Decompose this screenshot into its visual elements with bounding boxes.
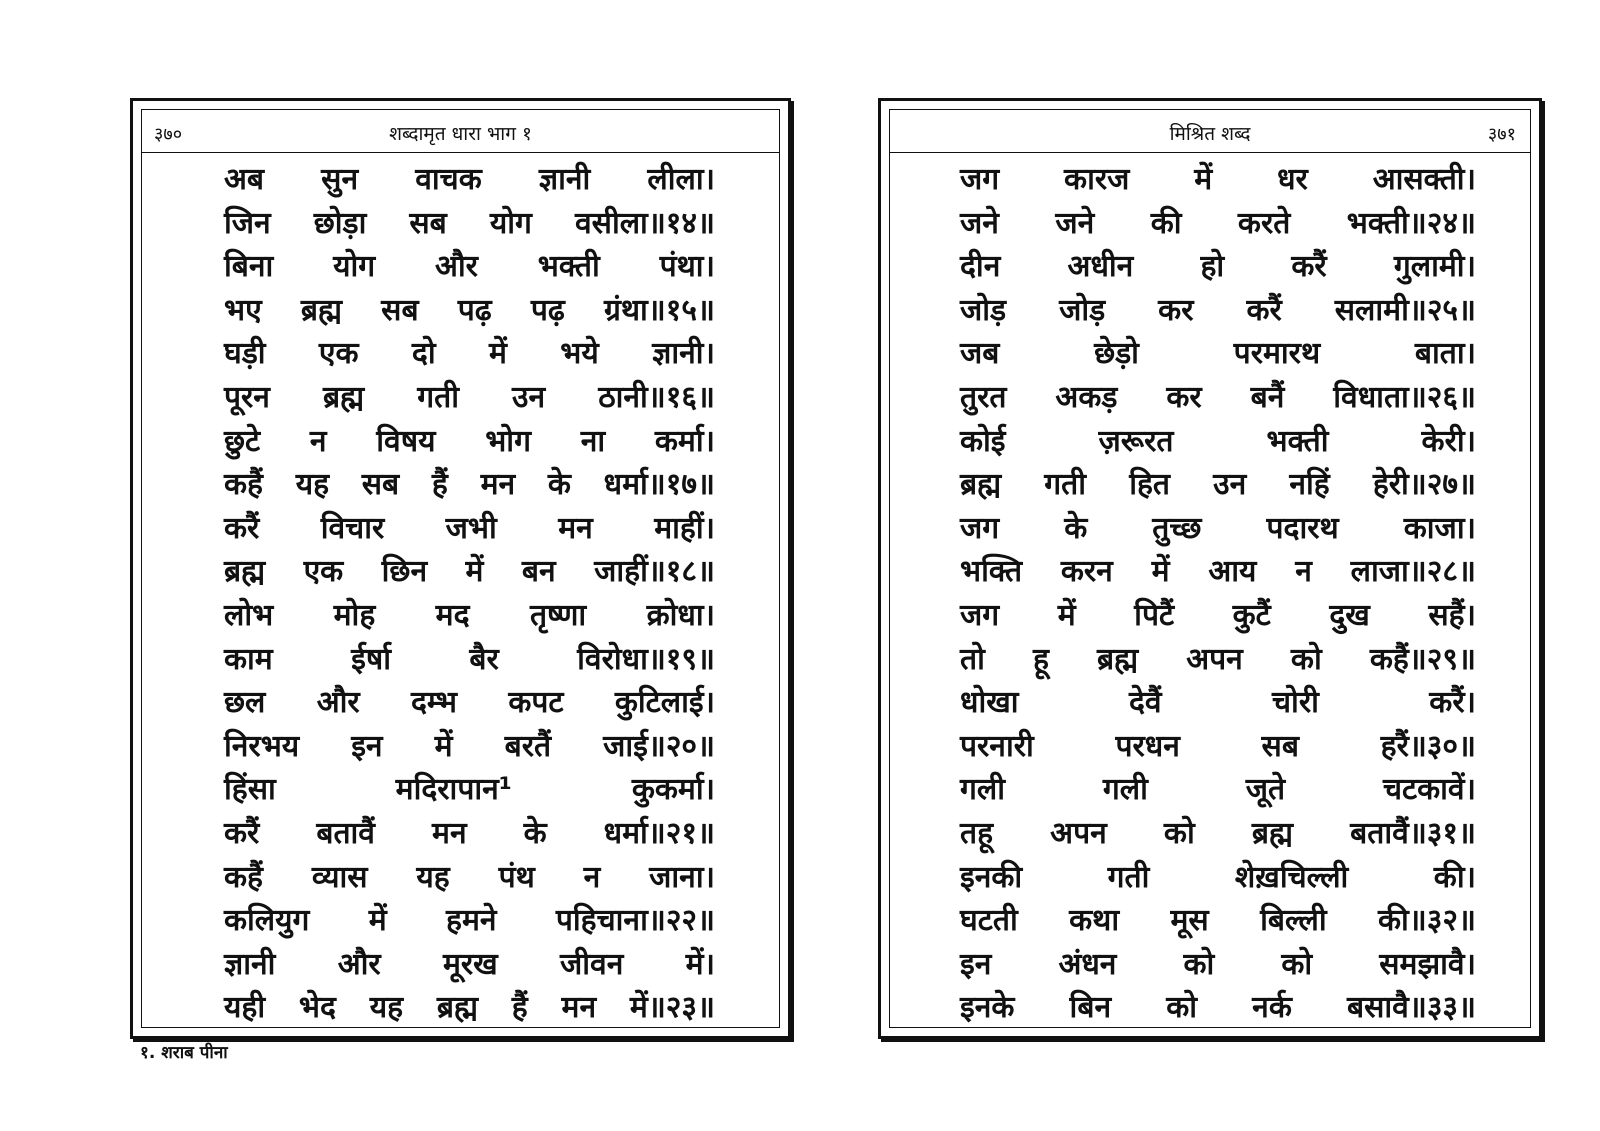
verse-word: भेद: [298, 990, 336, 1026]
verse-word: तुरत: [960, 379, 1007, 415]
verse-word: हैं: [511, 990, 528, 1026]
verse-word: तहू: [960, 815, 994, 851]
verse-word: हिंसा: [224, 772, 276, 808]
verse-word: अपन: [1050, 815, 1107, 851]
verse-word: दम्भ: [410, 685, 457, 721]
verse-word: इनके: [960, 990, 1015, 1026]
verse-word: ज्ञानी: [538, 162, 591, 197]
verse-word: छिन: [381, 554, 428, 590]
verse-line: [142, 507, 779, 551]
verse-word: जग: [960, 510, 1000, 546]
verse-word: मदिरापान¹: [395, 772, 512, 808]
verse-word: बिन: [1069, 990, 1112, 1026]
verse-word: ब्रह्म: [300, 292, 343, 328]
verse-word: घटती: [960, 903, 1018, 939]
left-page: [130, 98, 791, 1039]
verse-word: हेरी॥२७॥: [1372, 467, 1476, 503]
verse-word: करैं: [1291, 249, 1327, 285]
verse-word: विषय: [376, 423, 436, 459]
verse-word: गुलामी।: [1393, 249, 1476, 285]
verse-word: बाता।: [1414, 336, 1476, 372]
right-page: [878, 98, 1542, 1039]
verse-line: [142, 245, 779, 289]
verse-line: [890, 332, 1530, 376]
verse-word: में॥२३॥: [629, 990, 715, 1026]
verse-word: को: [1290, 641, 1322, 677]
verse-word: जोड़: [960, 292, 1007, 328]
verse-word: के: [547, 467, 571, 503]
verse-word: आसक्ती।: [1372, 162, 1476, 197]
verse-word: कर्मा।: [654, 423, 715, 459]
verse-word: परनारी: [960, 728, 1034, 764]
verse-word: सलामी॥२५॥: [1334, 292, 1476, 328]
verse-word: भक्ती॥२४॥: [1346, 205, 1476, 241]
verse-line: [890, 812, 1530, 856]
verse-word: करैं: [1246, 292, 1282, 328]
verse-word: अकड़: [1055, 379, 1118, 415]
verse-word: धर्मा॥२१॥: [603, 815, 715, 851]
verse-word: करन: [1060, 554, 1113, 590]
verse-word: जने: [1055, 205, 1095, 241]
verse-word: करैं: [224, 510, 260, 546]
verse-word: पूरन: [224, 379, 270, 415]
verse-line: [142, 550, 779, 594]
verse-line: [890, 420, 1530, 464]
verse-word: गती: [1044, 467, 1087, 503]
verse-word: कर: [1158, 292, 1194, 328]
verse-line: [890, 158, 1530, 202]
verse-word: व्यास: [311, 859, 368, 895]
verse-line: [142, 812, 779, 856]
verse-word: ब्रह्म: [224, 554, 266, 590]
right-page-frame: [889, 109, 1531, 1028]
verse-word: पिटैं: [1134, 597, 1175, 633]
verse-word: पढ़: [457, 292, 492, 328]
verse-word: कथा: [1069, 903, 1120, 939]
verse-line: [890, 986, 1530, 1030]
verse-line: [142, 594, 779, 638]
verse-word: जग: [960, 597, 1000, 633]
verse-line: [142, 856, 779, 900]
verse-word: दीन: [960, 249, 1001, 285]
verse-word: कपट: [508, 685, 564, 721]
verse-word: कोई: [960, 423, 1006, 459]
verse-word: वाचक: [415, 162, 482, 197]
verse-word: न: [583, 859, 601, 895]
verse-word: इन: [960, 946, 992, 982]
verse-word: कहैं: [224, 859, 263, 895]
verse-word: में: [1194, 162, 1213, 197]
verse-word: यह: [369, 990, 404, 1026]
verse-word: बरतैं: [504, 728, 552, 764]
verse-word: मोह: [333, 597, 376, 633]
verse-line: [142, 943, 779, 987]
verse-line: [142, 420, 779, 464]
right-verses: [890, 158, 1530, 1030]
verse-word: विचार: [320, 510, 385, 546]
verse-word: को: [1183, 946, 1215, 982]
verse-word: नहिं: [1289, 467, 1330, 503]
verse-word: धोखा: [960, 685, 1019, 721]
verse-word: और: [316, 685, 360, 721]
verse-word: में: [434, 728, 453, 764]
verse-word: अधीन: [1067, 249, 1134, 285]
verse-word: सहैं।: [1428, 597, 1476, 633]
verse-line: [142, 158, 779, 202]
verse-word: पदारथ: [1266, 510, 1339, 546]
verse-word: जोड़: [1059, 292, 1106, 328]
right-page-number: ३७१: [1487, 124, 1516, 145]
verse-word: देवैं: [1128, 685, 1162, 721]
verse-word: यह: [416, 859, 450, 895]
verse-word: कलियुग: [224, 903, 310, 939]
verse-word: और: [434, 249, 478, 285]
verse-word: धर: [1277, 162, 1308, 197]
verse-word: मन: [561, 990, 597, 1026]
verse-word: बैर: [469, 641, 499, 677]
verse-word: ज्ञानी: [224, 946, 276, 982]
verse-line: [142, 768, 779, 812]
verse-word: अपन: [1186, 641, 1243, 677]
verse-line: [142, 681, 779, 725]
verse-word: घड़ी: [224, 336, 266, 372]
verse-word: कुकर्मा।: [631, 772, 715, 808]
verse-word: ठानी॥१६॥: [598, 379, 715, 415]
verse-word: को: [1166, 990, 1198, 1026]
verse-word: समझावै।: [1379, 946, 1476, 982]
verse-word: छुटे: [224, 423, 261, 459]
verse-line: [890, 245, 1530, 289]
verse-word: कहैं: [224, 467, 263, 503]
verse-word: न: [1295, 554, 1312, 590]
verse-word: विरोधा॥१९॥: [577, 641, 715, 677]
verse-word: तुच्छ: [1152, 510, 1202, 546]
verse-word: जीवन: [559, 946, 624, 982]
verse-word: बतावैं: [316, 815, 375, 851]
left-page-title: शब्दामृत धारा भाग १: [389, 123, 532, 145]
verse-word: उन: [1213, 467, 1247, 503]
verse-word: निरभय: [224, 728, 300, 764]
verse-word: ज़रूरत: [1098, 423, 1174, 459]
verse-word: चोरी: [1272, 685, 1319, 721]
verse-word: तो: [960, 641, 985, 677]
verse-word: अंधन: [1058, 946, 1117, 982]
verse-word: में: [368, 903, 387, 939]
verse-word: मद: [435, 597, 470, 633]
verse-word: केरी।: [1421, 423, 1476, 459]
footnote: १. शराब पीना: [140, 1043, 228, 1063]
verse-word: क्रोधा।: [646, 597, 715, 633]
verse-word: ब्रह्म: [1096, 641, 1139, 677]
verse-word: मन: [480, 467, 516, 503]
right-page-title: मिश्रित शब्द: [1169, 123, 1251, 145]
verse-word: परमारथ: [1233, 336, 1321, 372]
verse-word: कुटिलाई।: [614, 685, 715, 721]
verse-word: गली: [960, 772, 1005, 808]
verse-word: बिल्ली: [1260, 903, 1327, 939]
verse-word: हमने: [446, 903, 497, 939]
verse-word: के: [1064, 510, 1088, 546]
verse-word: विधाता॥२६॥: [1333, 379, 1476, 415]
verse-word: जग: [960, 162, 1000, 197]
verse-word: हित: [1129, 467, 1170, 503]
verse-word: के: [523, 815, 547, 851]
verse-word: ब्रह्म: [1251, 815, 1294, 851]
verse-word: मूस: [1170, 903, 1209, 939]
verse-word: दो: [411, 336, 436, 372]
left-page-frame: [141, 109, 780, 1028]
verse-line: [890, 594, 1530, 638]
verse-word: पंथा।: [659, 249, 715, 285]
verse-line: [890, 550, 1530, 594]
right-page-header: [890, 110, 1530, 153]
verse-word: हू: [1032, 641, 1049, 677]
verse-word: परधन: [1115, 728, 1180, 764]
verse-word: आय: [1208, 554, 1257, 590]
verse-word: योग: [333, 249, 376, 285]
verse-word: योग: [489, 205, 532, 241]
verse-line: [890, 638, 1530, 682]
verse-word: गती: [417, 379, 459, 415]
verse-word: लीला।: [647, 162, 715, 197]
verse-word: गती: [1107, 859, 1150, 895]
verse-word: की॥३२॥: [1378, 903, 1476, 939]
verse-line: [142, 986, 779, 1030]
verse-word: भक्ति: [960, 554, 1023, 590]
verse-word: बन: [521, 554, 556, 590]
verse-word: जाई॥२०॥: [603, 728, 715, 764]
verse-word: न: [309, 423, 327, 459]
verse-word: की।: [1433, 859, 1476, 895]
verse-line: [142, 202, 779, 246]
verse-word: मन: [558, 510, 593, 546]
verse-word: छोड़ा: [313, 205, 367, 241]
verse-word: बिना: [224, 249, 274, 285]
verse-word: छेड़ो: [1094, 336, 1139, 372]
verse-word: तृष्णा: [529, 597, 587, 633]
verse-line: [890, 463, 1530, 507]
verse-word: भक्ती: [1266, 423, 1329, 459]
verse-word: जिन: [224, 205, 271, 241]
verse-word: को: [1163, 815, 1195, 851]
verse-word: ना: [580, 423, 606, 459]
verse-word: काजा।: [1403, 510, 1476, 546]
verse-word: कारज: [1064, 162, 1130, 197]
verse-line: [142, 899, 779, 943]
verse-line: [142, 638, 779, 682]
verse-word: एक: [303, 554, 344, 590]
verse-word: सब: [361, 467, 400, 503]
verse-word: जभी: [445, 510, 497, 546]
verse-word: सब: [381, 292, 419, 328]
verse-word: गली: [1102, 772, 1148, 808]
verse-word: भये: [560, 336, 599, 372]
verse-word: अब: [224, 162, 265, 197]
verse-word: पढ़: [530, 292, 565, 328]
left-page-header: [142, 110, 779, 153]
left-page-number: ३७०: [154, 124, 183, 145]
verse-word: धर्मा॥१७॥: [603, 467, 715, 503]
verse-line: [890, 856, 1530, 900]
verse-word: चटकावें।: [1382, 772, 1476, 808]
verse-word: दुख: [1329, 597, 1370, 633]
verse-line: [890, 943, 1530, 987]
verse-word: जाना।: [649, 859, 715, 895]
verse-word: में: [1151, 554, 1170, 590]
verse-word: सुन: [321, 162, 359, 197]
verse-line: [890, 725, 1530, 769]
verse-word: जब: [960, 336, 1000, 372]
verse-word: में: [1057, 597, 1076, 633]
verse-word: वसीला॥१४॥: [574, 205, 715, 241]
verse-word: को: [1281, 946, 1313, 982]
verse-word: ब्रह्म: [960, 467, 1002, 503]
verse-word: नर्क: [1252, 990, 1292, 1026]
verse-word: कर: [1166, 379, 1202, 415]
verse-word: करैं।: [1429, 685, 1476, 721]
verse-word: में: [465, 554, 484, 590]
verse-word: लोभ: [224, 597, 274, 633]
verse-word: में।: [685, 946, 715, 982]
verse-word: कुटैं: [1232, 597, 1271, 633]
verse-line: [890, 202, 1530, 246]
verse-line: [890, 507, 1530, 551]
verse-line: [890, 376, 1530, 420]
verse-word: जने: [960, 205, 999, 241]
verse-word: एक: [318, 336, 359, 372]
verse-word: माहीं।: [654, 510, 715, 546]
verse-word: ज्ञानी।: [652, 336, 715, 372]
verse-word: उन: [512, 379, 546, 415]
left-verses: [142, 158, 779, 1030]
verse-line: [890, 681, 1530, 725]
verse-word: ब्रह्म: [323, 379, 365, 415]
verse-line: [142, 332, 779, 376]
verse-line: [890, 289, 1530, 333]
verse-line: [890, 899, 1530, 943]
verse-line: [142, 725, 779, 769]
verse-line: [142, 463, 779, 507]
verse-line: [142, 289, 779, 333]
verse-word: पहिचाना॥२२॥: [555, 903, 715, 939]
verse-line: [890, 768, 1530, 812]
verse-word: बनैं: [1250, 379, 1285, 415]
verse-word: हरैं॥३०॥: [1380, 728, 1476, 764]
verse-word: यह: [295, 467, 330, 503]
verse-word: ग्रंथा॥१५॥: [603, 292, 715, 328]
verse-word: भए: [224, 292, 262, 328]
verse-word: हैं: [431, 467, 448, 503]
verse-word: मन: [432, 815, 467, 851]
verse-word: लाजा॥२८॥: [1350, 554, 1476, 590]
verse-word: मूरख: [442, 946, 498, 982]
verse-word: छल: [224, 685, 266, 721]
verse-word: बसावै॥३३॥: [1347, 990, 1476, 1026]
verse-word: बतावैं॥३१॥: [1350, 815, 1476, 851]
verse-word: इनकी: [960, 859, 1023, 895]
verse-word: करते: [1237, 205, 1291, 241]
verse-word: कहैं॥२९॥: [1369, 641, 1476, 677]
verse-word: हो: [1200, 249, 1225, 285]
verse-word: पंथ: [498, 859, 535, 895]
verse-word: सब: [409, 205, 447, 241]
verse-word: सब: [1261, 728, 1299, 764]
verse-word: और: [337, 946, 381, 982]
verse-line: [142, 376, 779, 420]
verse-word: ब्रह्म: [436, 990, 478, 1026]
verse-word: भक्ती: [537, 249, 600, 285]
verse-word: ईर्षा: [351, 641, 391, 677]
verse-word: शेख़चिल्ली: [1234, 859, 1349, 895]
verse-word: में: [488, 336, 507, 372]
verse-word: जाहीं॥१८॥: [594, 554, 715, 590]
verse-word: जूते: [1245, 772, 1286, 808]
verse-word: भोग: [485, 423, 531, 459]
verse-word: की: [1150, 205, 1182, 241]
verse-word: यही: [224, 990, 266, 1026]
verse-word: करैं: [224, 815, 260, 851]
verse-word: इन: [351, 728, 383, 764]
verse-word: काम: [224, 641, 273, 677]
